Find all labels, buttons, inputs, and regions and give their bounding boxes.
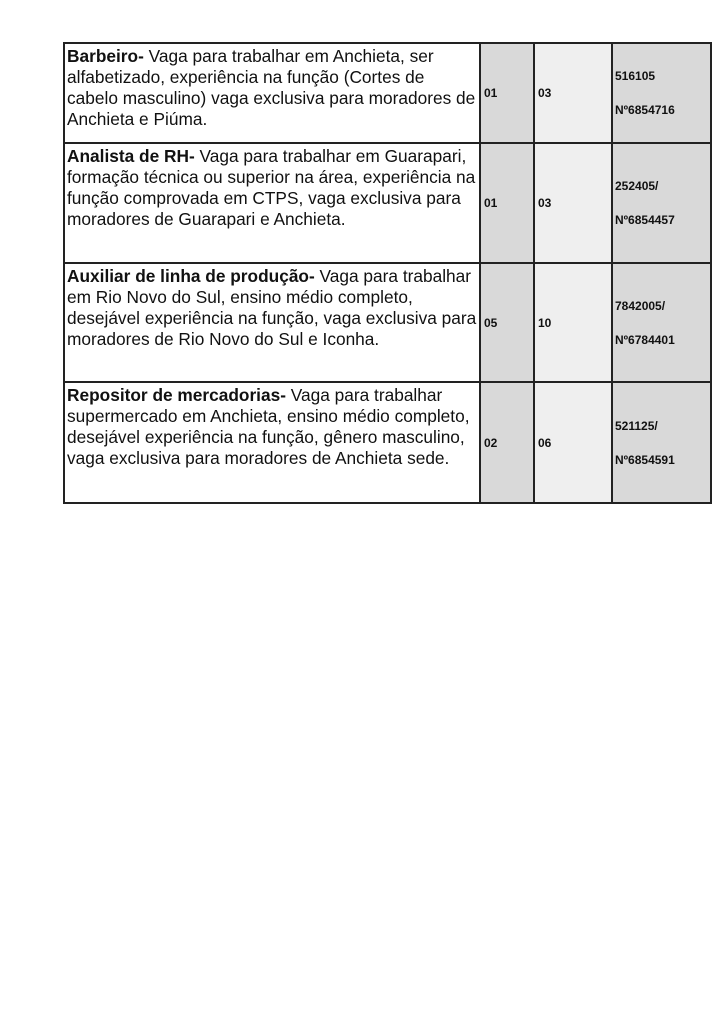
job-description: Vaga para trabalhar em Guarapari, formação técnica ou superior na área, experiência na função comprovada em CTPS, vaga exclusiva para moradores de Guarapari e Anchieta. [67,146,476,229]
table-row [64,143,711,263]
job-title: Repositor de mercadorias- [67,385,286,405]
job-code-cell [612,382,711,503]
job-description: Vaga para trabalhar supermercado em Anchieta, ensino médio completo, desejável experiência na função, gênero masculino, vaga exclusiva para moradores de Anchieta sede. [67,385,470,468]
job-code: 521125/ [615,418,658,433]
job-code-cell [612,43,711,143]
job-title: Analista de RH- [67,146,195,166]
candidates-count: 03 [534,143,612,263]
job-code-cell [612,263,711,382]
table-row [64,43,711,143]
job-description-cell [64,382,480,503]
job-number: Nº6854591 [615,452,675,467]
job-title: Barbeiro- [67,46,144,66]
candidates-count: 06 [534,382,612,503]
job-description: Vaga para trabalhar em Anchieta, ser alfabetizado, experiência na função (Cortes de cabelo masculino) vaga exclusiva para moradores de Anchieta e Piúma. [67,46,476,129]
table-row [64,263,711,382]
job-description-cell [64,43,480,143]
vacancies-count: 05 [480,263,534,382]
job-code: 252405/ [615,179,659,193]
job-code: 7842005/ [615,298,666,313]
job-description-cell [64,263,480,382]
job-vacancies-table [63,42,712,504]
candidates-count: 03 [534,43,612,143]
job-description-cell [64,143,480,263]
job-title: Auxiliar de linha de produção- [67,266,315,286]
vacancies-count: 01 [480,143,534,263]
job-code: 516105 [615,69,656,83]
job-code-cell [612,143,711,263]
candidates-count: 10 [534,263,612,382]
vacancies-count: 01 [480,43,534,143]
table-row [64,382,711,503]
job-number: Nº6784401 [615,332,675,347]
vacancies-count: 02 [480,382,534,503]
job-number: Nº6854716 [615,103,675,117]
job-description: Vaga para trabalhar em Rio Novo do Sul, ensino médio completo, desejável experiência na função, vaga exclusiva para moradores de Rio Novo do Sul e Iconha. [67,266,477,349]
job-number: Nº6854457 [615,213,675,227]
